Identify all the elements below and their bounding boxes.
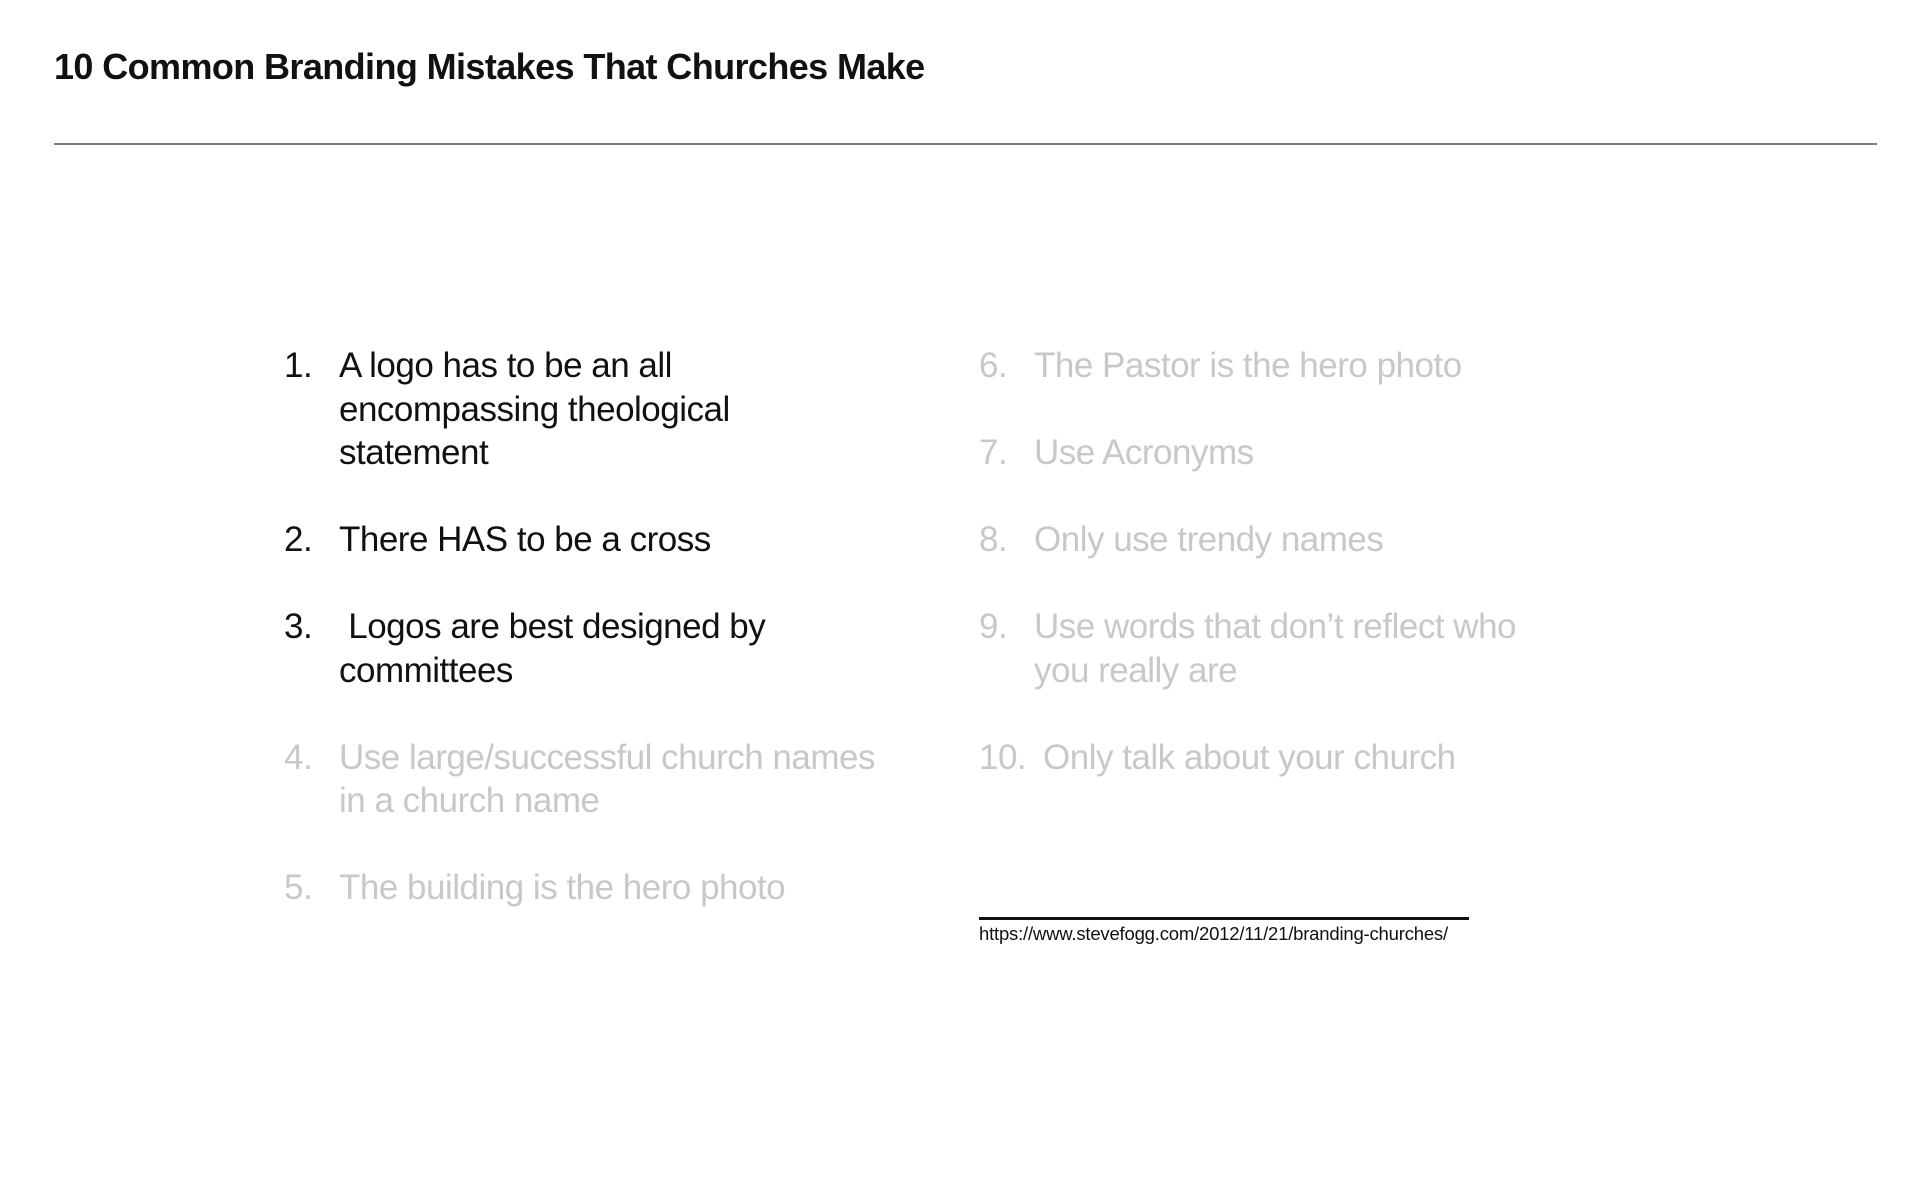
list-item-6 bbox=[979, 344, 1679, 388]
item-number: 3. bbox=[284, 607, 313, 646]
list-item-5 bbox=[284, 866, 884, 910]
slide-title: 10 Common Branding Mistakes That Churches Make bbox=[54, 46, 925, 87]
list-item-2 bbox=[284, 518, 884, 562]
item-number: 5. bbox=[284, 868, 313, 907]
item-number: 1. bbox=[284, 346, 313, 385]
item-text: Only talk about your church bbox=[1043, 737, 1456, 777]
mistakes-list-right bbox=[979, 344, 1679, 823]
item-number: 2. bbox=[284, 520, 313, 559]
item-text: Use Acronyms bbox=[1034, 433, 1254, 472]
item-number: 6. bbox=[979, 346, 1008, 385]
list-item-7 bbox=[979, 431, 1679, 475]
item-text: Logos are best designed by committees bbox=[339, 607, 775, 690]
list-item-8 bbox=[979, 518, 1679, 562]
list-item-1 bbox=[284, 344, 884, 475]
item-text: There HAS to be a cross bbox=[339, 520, 711, 559]
item-text: A logo has to be an all encompassing theological statement bbox=[339, 346, 730, 472]
source-link[interactable]: https://www.stevefogg.com/2012/11/21/branding-churches/ bbox=[979, 923, 1448, 944]
title-divider bbox=[54, 143, 1877, 145]
list-item-4 bbox=[284, 736, 884, 823]
item-text: Use large/successful church names in a church name bbox=[339, 737, 875, 820]
item-number: 9. bbox=[979, 607, 1008, 646]
item-number: 10. bbox=[979, 737, 1027, 777]
mistakes-list-left bbox=[284, 344, 884, 953]
list-item-9 bbox=[979, 605, 1679, 692]
item-text: Only use trendy names bbox=[1034, 520, 1384, 559]
list-item-10 bbox=[979, 736, 1679, 780]
item-text: The building is the hero photo bbox=[339, 868, 786, 907]
item-number: 7. bbox=[979, 433, 1008, 472]
item-number: 8. bbox=[979, 520, 1008, 559]
list-item-3 bbox=[284, 605, 884, 692]
item-text: Use words that don’t reflect who you really are bbox=[1034, 607, 1517, 690]
source-divider bbox=[979, 917, 1469, 920]
item-number: 4. bbox=[284, 737, 313, 777]
item-text: The Pastor is the hero photo bbox=[1034, 346, 1462, 385]
